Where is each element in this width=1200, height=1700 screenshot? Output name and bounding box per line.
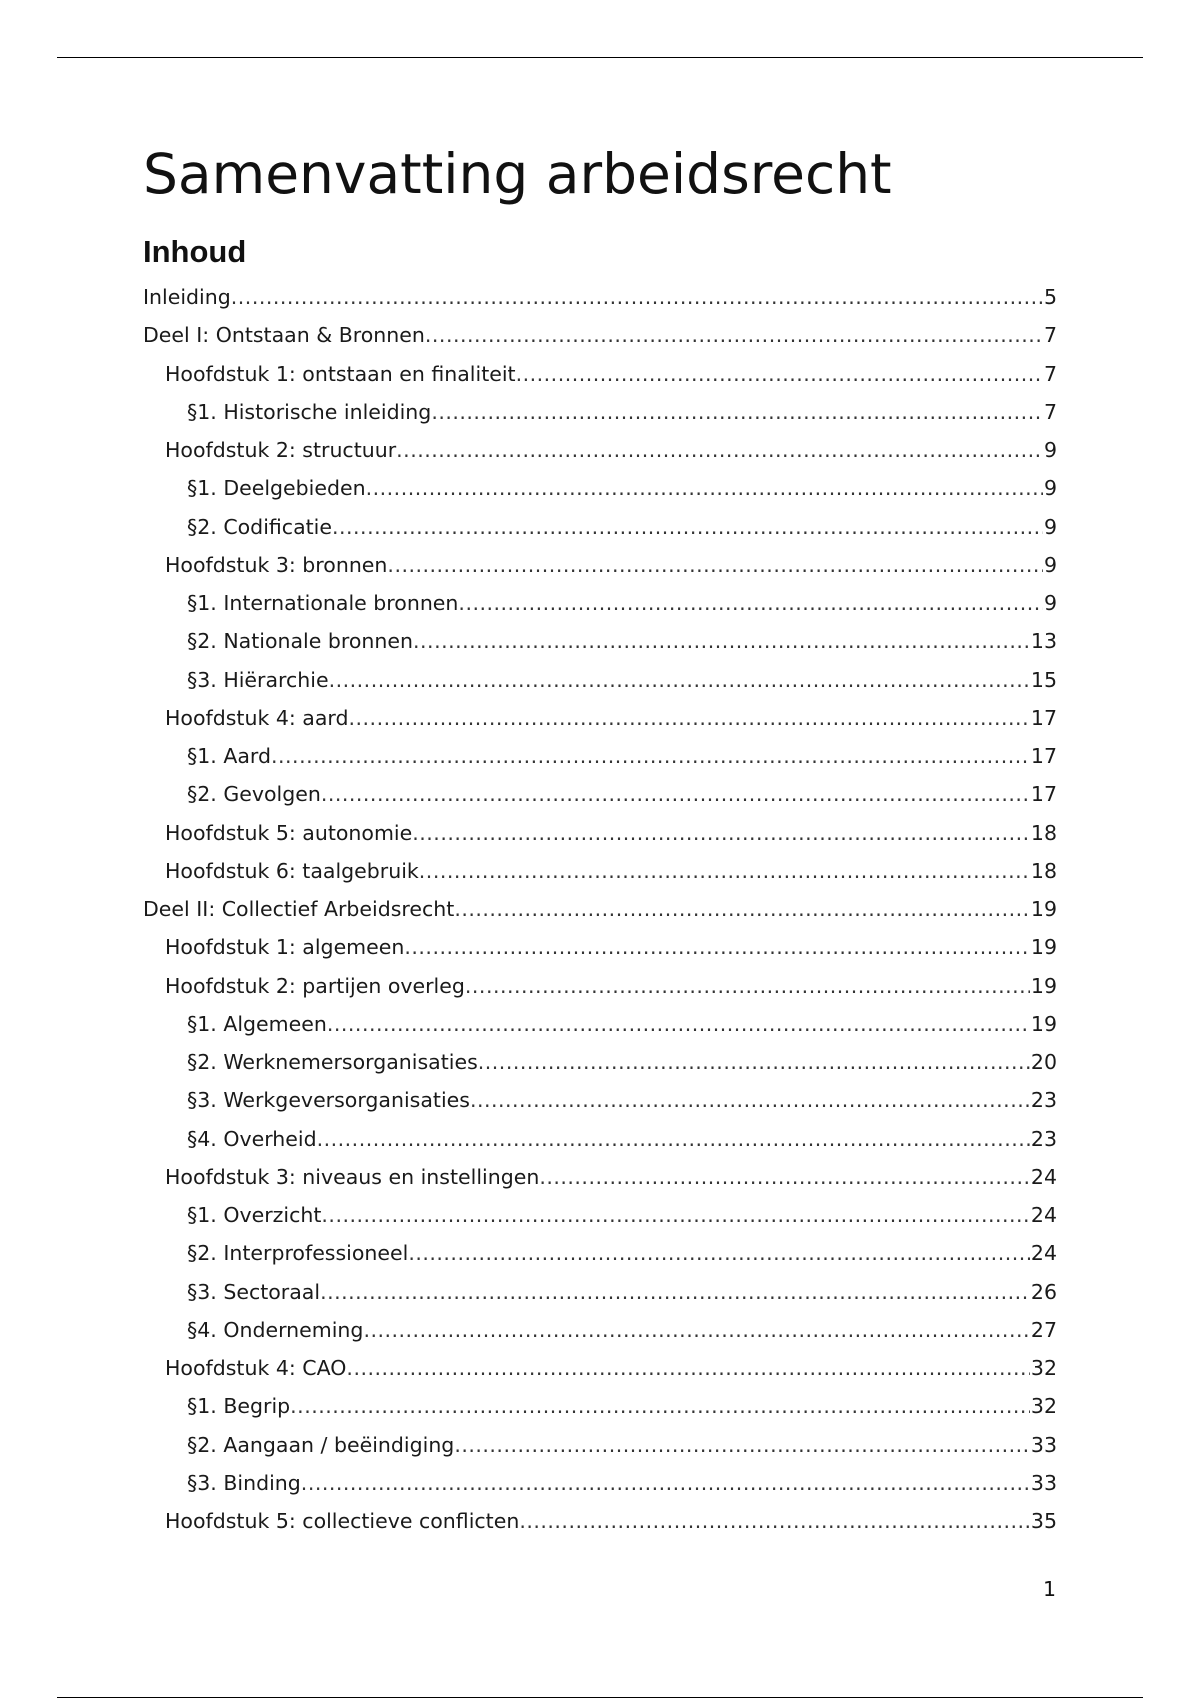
toc-dot-leader [413, 622, 1030, 660]
toc-entry[interactable] [143, 355, 1057, 393]
toc-entry[interactable] [143, 1311, 1057, 1349]
toc-entry-page: 5 [1043, 285, 1057, 309]
toc-entry[interactable] [143, 1273, 1057, 1311]
toc-entry-page: 9 [1043, 591, 1057, 615]
toc-dot-leader [320, 1273, 1030, 1311]
toc-entry[interactable] [143, 508, 1057, 546]
toc-dot-leader [412, 814, 1030, 852]
toc-entry[interactable] [143, 1081, 1057, 1119]
toc-entry[interactable] [143, 393, 1057, 431]
toc-dot-leader [539, 1158, 1030, 1196]
toc-dot-leader [231, 278, 1043, 316]
toc-dot-leader [419, 852, 1030, 890]
toc-dot-leader [366, 469, 1043, 507]
toc-entry-page: 9 [1043, 476, 1057, 501]
toc-entry[interactable] [143, 316, 1057, 354]
toc-dot-leader [478, 1043, 1030, 1081]
toc-dot-leader [458, 584, 1043, 622]
toc-entry[interactable] [143, 1349, 1057, 1387]
toc-entry-page: 26 [1030, 1279, 1057, 1304]
toc-entry-label: Hoofdstuk 1: algemeen [165, 935, 405, 960]
toc-entry[interactable] [143, 814, 1057, 852]
toc-entry-page: 9 [1043, 438, 1057, 462]
toc-dot-leader [301, 1464, 1030, 1502]
toc-entry-label: §2. Aangaan / beëindiging [187, 1432, 455, 1457]
toc-entry-label: §3. Sectoraal [187, 1279, 321, 1304]
toc-entry[interactable] [143, 775, 1057, 813]
toc-entry-label: Hoofdstuk 3: niveaus en instellingen [165, 1164, 540, 1189]
toc-heading: Inhoud [143, 234, 247, 269]
toc-entry-label: Hoofdstuk 2: partijen overleg [165, 973, 465, 998]
toc-entry-label: §1. Internationale bronnen [187, 591, 459, 615]
toc-entry-page: 23 [1030, 1088, 1057, 1113]
toc-entry-page: 33 [1030, 1470, 1057, 1495]
toc-entry-page: 19 [1030, 897, 1057, 921]
toc-entry-label: §1. Deelgebieden [187, 476, 366, 501]
toc-entry-label: Deel II: Collectief Arbeidsrecht [143, 897, 455, 921]
toc-entry[interactable] [143, 661, 1057, 699]
toc-entry-page: 19 [1030, 935, 1057, 960]
toc-entry-label: Inleiding [143, 285, 231, 309]
footer-rule [57, 1697, 1143, 1698]
toc-entry-label: §3. Binding [187, 1470, 301, 1495]
toc-dot-leader [321, 1196, 1030, 1234]
toc-entry[interactable] [143, 1005, 1057, 1043]
toc-entry[interactable] [143, 1158, 1057, 1196]
toc-dot-leader [465, 967, 1030, 1005]
toc-entry-page: 20 [1030, 1050, 1057, 1074]
toc-entry-label: Hoofdstuk 5: collectieve conflicten [165, 1509, 520, 1533]
toc-entry[interactable] [143, 890, 1057, 928]
toc-entry[interactable] [143, 928, 1057, 966]
toc-entry-label: §3. Hiërarchie [187, 667, 329, 692]
toc-entry-page: 18 [1030, 858, 1057, 883]
toc-entry[interactable] [143, 1120, 1057, 1158]
toc-entry[interactable] [143, 1502, 1057, 1540]
toc-entry-page: 9 [1043, 552, 1057, 577]
toc-entry-page: 19 [1030, 973, 1057, 998]
toc-entry-label: §1. Algemeen [187, 1011, 327, 1036]
toc-entry[interactable] [143, 584, 1057, 622]
toc-entry-page: 18 [1030, 820, 1057, 845]
toc-dot-leader [396, 431, 1043, 469]
toc-entry[interactable] [143, 1234, 1057, 1272]
toc-entry-page: 7 [1043, 323, 1057, 348]
toc-entry-label: §1. Historische inleiding [187, 399, 432, 424]
toc-entry-label: §4. Overheid [187, 1126, 317, 1151]
toc-entry[interactable] [143, 431, 1057, 469]
toc-entry-page: 32 [1030, 1356, 1057, 1380]
toc-entry[interactable] [143, 469, 1057, 507]
toc-entry-page: 7 [1043, 361, 1057, 386]
toc-dot-leader [327, 1005, 1030, 1043]
toc-dot-leader [271, 737, 1030, 775]
toc-entry-label: §3. Werkgeversorganisaties [187, 1088, 470, 1113]
toc-entry-label: §2. Interprofessioneel [187, 1241, 409, 1266]
toc-entry-page: 17 [1030, 705, 1057, 730]
toc-entry-page: 33 [1030, 1432, 1057, 1457]
page-title: Samenvatting arbeidsrecht [143, 142, 892, 206]
toc-dot-leader [519, 1502, 1030, 1540]
toc-dot-leader [387, 546, 1043, 584]
toc-entry[interactable] [143, 1196, 1057, 1234]
toc-dot-leader [346, 1349, 1029, 1387]
toc-entry-page: 13 [1030, 629, 1057, 654]
toc-entry-label: Hoofdstuk 3: bronnen [165, 552, 388, 577]
toc-entry[interactable] [143, 546, 1057, 584]
toc-entry-page: 24 [1030, 1164, 1057, 1189]
toc-entry-page: 32 [1030, 1394, 1057, 1419]
toc-dot-leader [404, 928, 1030, 966]
toc-dot-leader [470, 1081, 1030, 1119]
toc-entry-page: 17 [1030, 782, 1057, 807]
toc-entry-label: Deel I: Ontstaan & Bronnen [143, 323, 425, 348]
table-of-contents [143, 278, 1057, 1540]
toc-entry-label: Hoofdstuk 4: aard [165, 705, 349, 730]
toc-dot-leader [363, 1311, 1029, 1349]
toc-entry[interactable] [143, 278, 1057, 316]
toc-dot-leader [317, 1120, 1030, 1158]
toc-entry-page: 24 [1030, 1241, 1057, 1266]
toc-entry-page: 35 [1030, 1509, 1057, 1533]
toc-dot-leader [408, 1234, 1030, 1272]
toc-dot-leader [454, 890, 1030, 928]
toc-entry-label: §2. Werknemersorganisaties [187, 1050, 478, 1074]
toc-dot-leader [454, 1426, 1030, 1464]
toc-dot-leader [516, 355, 1043, 393]
toc-entry[interactable] [143, 1464, 1057, 1502]
toc-entry-label: Hoofdstuk 1: ontstaan en finaliteit [165, 361, 516, 386]
header-rule [57, 57, 1143, 58]
toc-entry-page: 9 [1043, 514, 1057, 539]
toc-entry[interactable] [143, 1387, 1057, 1425]
toc-dot-leader [290, 1387, 1030, 1425]
toc-entry-label: §2. Gevolgen [187, 782, 321, 807]
toc-entry-page: 27 [1030, 1317, 1057, 1342]
page-number: 1 [1042, 1577, 1056, 1601]
toc-entry[interactable] [143, 967, 1057, 1005]
toc-entry[interactable] [143, 622, 1057, 660]
toc-entry-page: 15 [1030, 667, 1057, 692]
toc-entry[interactable] [143, 699, 1057, 737]
toc-entry-page: 17 [1030, 744, 1057, 768]
toc-dot-leader [332, 508, 1043, 546]
toc-entry-page: 19 [1030, 1011, 1057, 1036]
toc-entry-label: Hoofdstuk 5: autonomie [165, 820, 413, 845]
toc-entry-label: §1. Aard [187, 744, 271, 768]
toc-entry-page: 7 [1043, 399, 1057, 424]
toc-entry-page: 23 [1030, 1126, 1057, 1151]
toc-dot-leader [349, 699, 1030, 737]
toc-dot-leader [431, 393, 1043, 431]
toc-entry-label: Hoofdstuk 2: structuur [165, 438, 397, 462]
toc-entry[interactable] [143, 1043, 1057, 1081]
toc-entry-label: §2. Codificatie [187, 514, 332, 539]
toc-entry[interactable] [143, 737, 1057, 775]
toc-dot-leader [321, 775, 1030, 813]
toc-entry-label: §4. Onderneming [187, 1317, 364, 1342]
toc-dot-leader [425, 316, 1043, 354]
toc-entry-label: §2. Nationale bronnen [187, 629, 414, 654]
toc-entry-label: §1. Overzicht [187, 1203, 322, 1227]
toc-entry-label: §1. Begrip [187, 1394, 291, 1419]
toc-entry-label: Hoofdstuk 4: CAO [165, 1356, 347, 1380]
toc-entry[interactable] [143, 852, 1057, 890]
toc-dot-leader [329, 661, 1030, 699]
toc-entry-label: Hoofdstuk 6: taalgebruik [165, 858, 419, 883]
toc-entry-page: 24 [1030, 1203, 1057, 1227]
toc-entry[interactable] [143, 1426, 1057, 1464]
